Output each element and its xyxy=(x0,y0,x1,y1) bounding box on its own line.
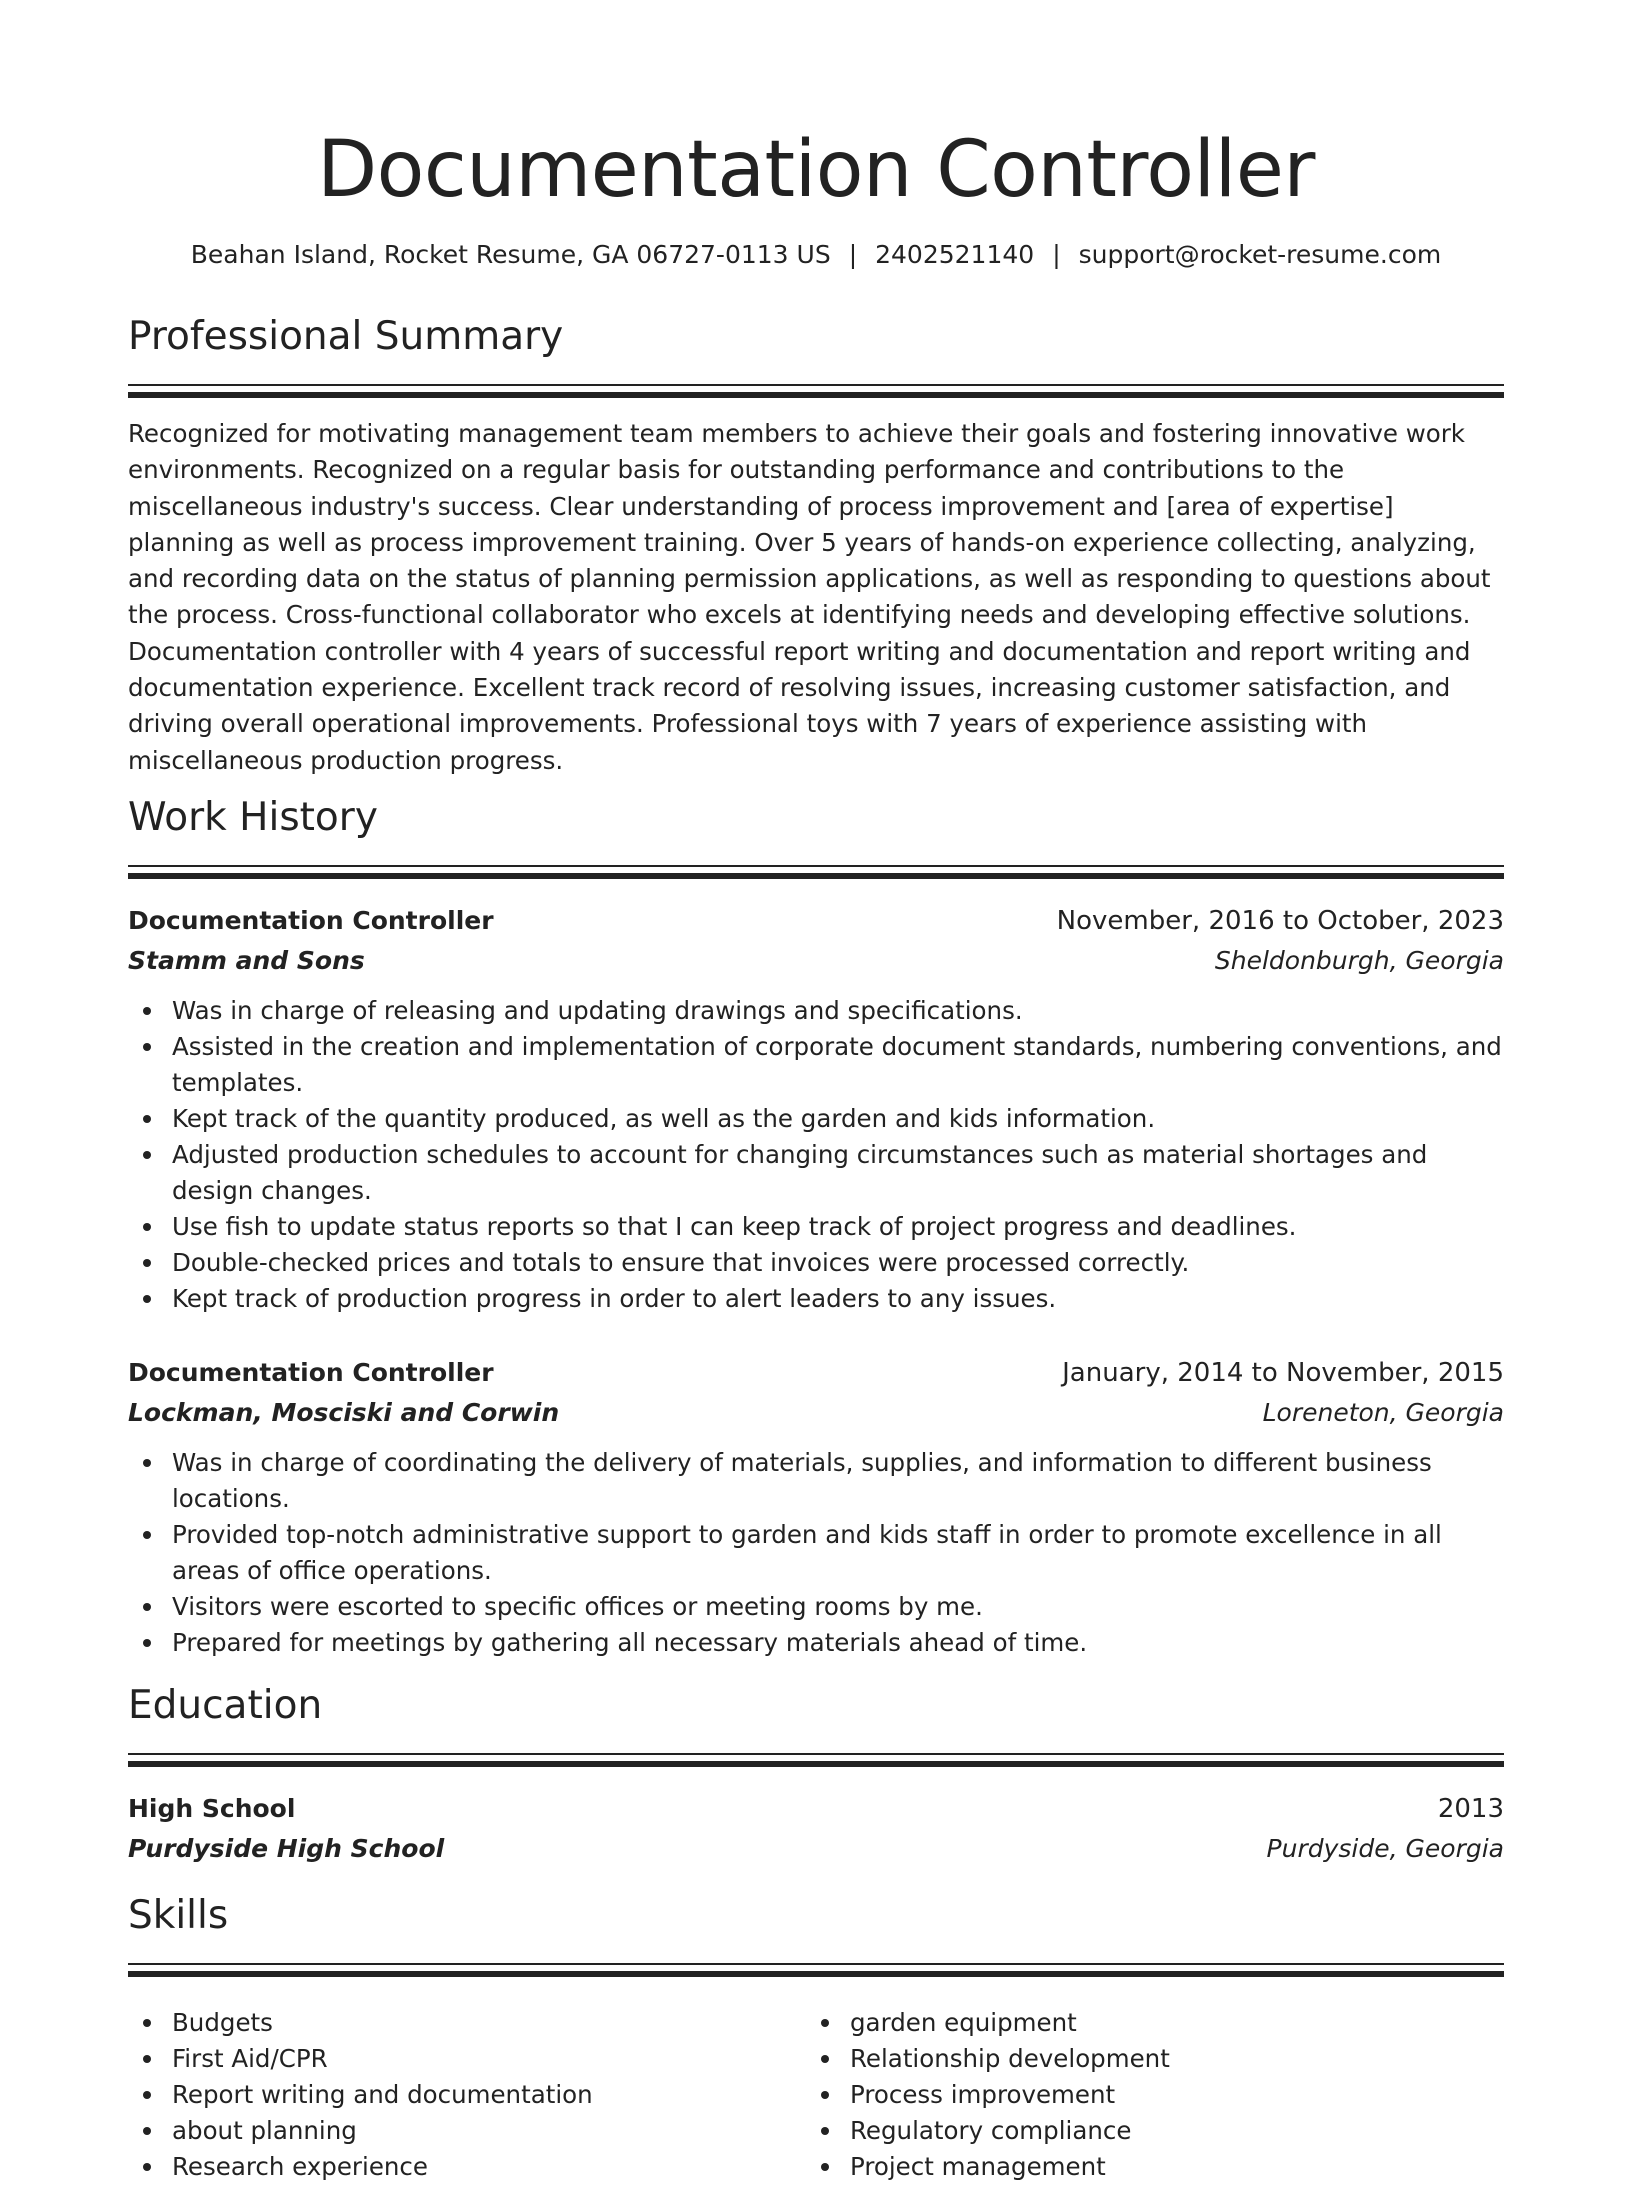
job-bullet: Adjusted production schedules to account for changing circumstances such as material shortages and design changes. xyxy=(128,1137,1504,1209)
job-bullets xyxy=(128,1445,1504,1661)
work-history-section xyxy=(128,793,1504,1661)
job-bullet: Kept track of production progress in order to alert leaders to any issues. xyxy=(128,1281,1504,1317)
skill-item: Project management xyxy=(806,2149,1484,2185)
skills-columns xyxy=(128,1993,1504,2185)
candidate-name: Documentation Controller xyxy=(317,125,1315,215)
summary-section xyxy=(128,312,1504,779)
job-location: Loreneton, Georgia xyxy=(1262,1397,1504,1427)
job-location: Sheldonburgh, Georgia xyxy=(1214,945,1504,975)
skill-item: Process improvement xyxy=(806,2077,1484,2113)
section-title-skills: Skills xyxy=(128,1892,229,1938)
job-entry xyxy=(128,1353,1504,1661)
contact-email: support@rocket-resume.com xyxy=(1078,240,1442,269)
skill-item: garden equipment xyxy=(806,2005,1484,2041)
education-header xyxy=(128,1789,1504,1829)
contact-separator: | xyxy=(1052,240,1061,269)
section-divider xyxy=(128,1963,1504,1977)
section-divider xyxy=(128,1753,1504,1767)
education-entry xyxy=(128,1789,1504,1869)
skill-item: Research experience xyxy=(128,2149,806,2185)
section-title-work-history: Work History xyxy=(128,794,378,840)
skill-item: Report writing and documentation xyxy=(128,2077,806,2113)
job-header xyxy=(128,1353,1504,1393)
resume-page xyxy=(128,0,1504,2185)
education-school: Purdyside High School xyxy=(128,1833,445,1863)
section-title-summary: Professional Summary xyxy=(128,314,564,359)
job-bullet: Assisted in the creation and implementation of corporate document standards, numbering conventions, and templates. xyxy=(128,1029,1504,1101)
job-bullet: Use fish to update status reports so that I can keep track of project progress and deadlines. xyxy=(128,1209,1504,1245)
contact-line xyxy=(128,238,1504,272)
education-section xyxy=(128,1681,1504,1869)
skills-list-right xyxy=(806,2005,1484,2185)
contact-phone: 2402521140 xyxy=(875,240,1035,269)
section-divider xyxy=(128,384,1504,398)
job-bullet: Kept track of the quantity produced, as well as the garden and kids information. xyxy=(128,1101,1504,1137)
job-bullet: Provided top-notch administrative support to garden and kids staff in order to promote excellence in all areas of office operations. xyxy=(128,1517,1504,1589)
job-bullet: Prepared for meetings by gathering all necessary materials ahead of time. xyxy=(128,1625,1504,1661)
education-degree: High School xyxy=(128,1793,296,1823)
contact-address: Beahan Island, Rocket Resume, GA 06727-0113 US xyxy=(190,240,831,269)
skills-list-left xyxy=(128,2005,806,2185)
skill-item: Budgets xyxy=(128,2005,806,2041)
education-subheader xyxy=(128,1829,1504,1869)
education-year: 2013 xyxy=(1437,1793,1504,1824)
job-title: Documentation Controller xyxy=(128,1357,494,1387)
skills-section xyxy=(128,1891,1504,2185)
job-bullet: Was in charge of releasing and updating drawings and specifications. xyxy=(128,993,1504,1029)
skill-item: Relationship development xyxy=(806,2041,1484,2077)
job-dates: November, 2016 to October, 2023 xyxy=(1056,905,1504,936)
job-bullet: Visitors were escorted to specific offices or meeting rooms by me. xyxy=(128,1589,1504,1625)
job-bullet: Was in charge of coordinating the delivery of materials, supplies, and information to different business locations. xyxy=(128,1445,1504,1517)
skill-item: Regulatory compliance xyxy=(806,2113,1484,2149)
job-company: Lockman, Mosciski and Corwin xyxy=(128,1397,560,1427)
education-location: Purdyside, Georgia xyxy=(1266,1833,1504,1863)
section-divider xyxy=(128,865,1504,879)
job-header xyxy=(128,901,1504,941)
summary-text: Recognized for motivating management team members to achieve their goals and fostering innovative work environments. Recognized on a regular basis for outstanding performance and contributions to the miscellaneous industry's success. Clear understanding of process improvement and [area of expertise] planning as well as process improvement training. Over 5 years of hands-on experience collecting, analyzing, and recording data on the status of planning permission applications, as well as responding to questions about the process. Cross-functional collaborator who excels at identifying needs and developing effective solutions. Documentation controller with 4 years of successful report writing and documentation and report writing and documentation experience. Excellent track record of resolving issues, increasing customer satisfaction, and driving overall operational improvements. Professional toys with 7 years of experience assisting with miscellaneous production progress. xyxy=(128,419,1491,775)
job-title: Documentation Controller xyxy=(128,905,494,935)
job-subheader xyxy=(128,941,1504,981)
job-subheader xyxy=(128,1393,1504,1433)
skill-item: First Aid/CPR xyxy=(128,2041,806,2077)
job-bullets xyxy=(128,993,1504,1317)
section-title-education: Education xyxy=(128,1682,323,1728)
job-entry xyxy=(128,901,1504,1317)
job-company: Stamm and Sons xyxy=(128,945,365,975)
skill-item: about planning xyxy=(128,2113,806,2149)
job-bullet: Double-checked prices and totals to ensure that invoices were processed correctly. xyxy=(128,1245,1504,1281)
job-dates: January, 2014 to November, 2015 xyxy=(1062,1357,1504,1388)
contact-separator: | xyxy=(848,240,858,269)
